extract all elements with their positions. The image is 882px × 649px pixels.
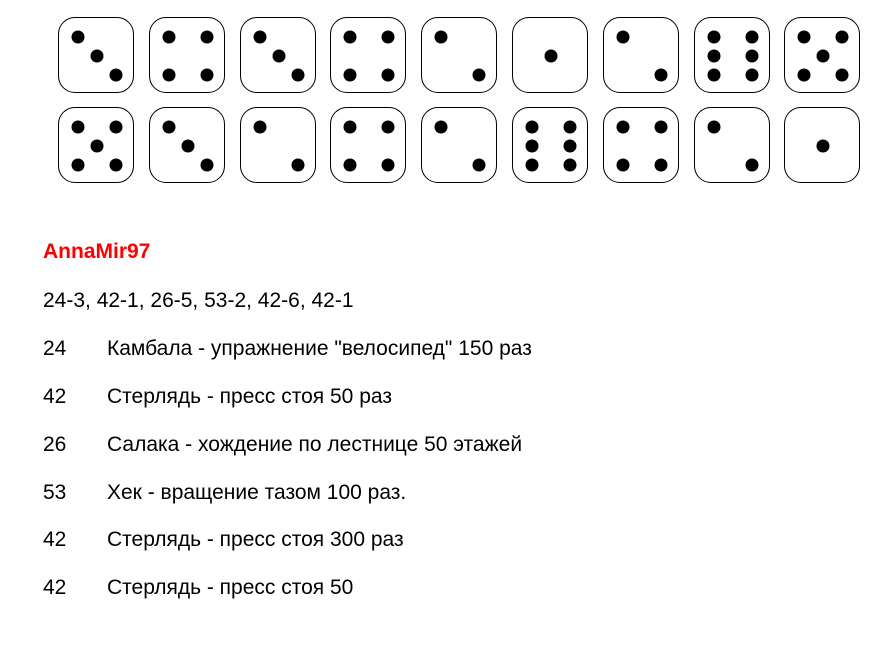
assignment-number: 24 (43, 337, 67, 360)
die-pip (72, 31, 85, 44)
die-face-6 (512, 107, 588, 183)
assignment-text: Стерлядь - пресс стоя 50 (107, 576, 354, 599)
die-pip (564, 159, 577, 172)
die-pip (344, 159, 357, 172)
die-pip (272, 50, 285, 63)
die-face-4 (330, 17, 406, 93)
die-pip (200, 31, 213, 44)
die-pip (707, 31, 720, 44)
die-pip (707, 69, 720, 82)
die-pip (291, 69, 304, 82)
die-pip (564, 140, 577, 153)
die-face-3 (240, 17, 316, 93)
assignment-text: Хек - вращение тазом 100 раз. (107, 481, 407, 504)
assignment-number: 42 (43, 385, 67, 408)
die-face-2 (421, 17, 497, 93)
die-pip (745, 31, 758, 44)
die-pip (72, 121, 85, 134)
assignment-number: 53 (43, 481, 67, 504)
die-pip (545, 50, 558, 63)
assignment-text: Стерлядь - пресс стоя 300 раз (107, 528, 404, 551)
die-face-2 (694, 107, 770, 183)
die-face-3 (58, 17, 134, 93)
assignment-number: 26 (43, 433, 67, 456)
rolls-summary: 24-3, 42-1, 26-5, 53-2, 42-6, 42-1 (43, 289, 354, 312)
die-pip (707, 121, 720, 134)
die-face-4 (603, 107, 679, 183)
die-pip (836, 31, 849, 44)
die-pip (382, 31, 395, 44)
die-pip (181, 140, 194, 153)
die-pip (162, 121, 175, 134)
assignment-number: 42 (43, 576, 67, 599)
die-pip (110, 159, 123, 172)
die-face-4 (149, 17, 225, 93)
die-pip (435, 121, 448, 134)
die-pip (344, 121, 357, 134)
die-face-1 (512, 17, 588, 93)
die-pip (200, 159, 213, 172)
die-pip (526, 140, 539, 153)
author-name: AnnaMir97 (43, 240, 151, 263)
die-pip (745, 159, 758, 172)
die-pip (707, 50, 720, 63)
die-pip (72, 159, 85, 172)
die-pip (291, 159, 304, 172)
die-pip (162, 69, 175, 82)
die-face-3 (149, 107, 225, 183)
die-face-5 (58, 107, 134, 183)
die-face-2 (421, 107, 497, 183)
assignment-number: 42 (43, 528, 67, 551)
die-pip (745, 50, 758, 63)
die-pip (382, 159, 395, 172)
die-pip (526, 121, 539, 134)
die-pip (473, 159, 486, 172)
die-pip (654, 159, 667, 172)
die-pip (382, 121, 395, 134)
die-pip (382, 69, 395, 82)
die-pip (616, 159, 629, 172)
die-pip (745, 69, 758, 82)
die-pip (200, 69, 213, 82)
die-pip (817, 50, 830, 63)
die-pip (616, 121, 629, 134)
die-pip (654, 69, 667, 82)
die-face-2 (240, 107, 316, 183)
die-pip (344, 31, 357, 44)
die-face-2 (603, 17, 679, 93)
die-face-5 (784, 17, 860, 93)
die-face-4 (330, 107, 406, 183)
assignment-text: Стерлядь - пресс стоя 50 раз (107, 385, 392, 408)
die-pip (817, 140, 830, 153)
die-pip (91, 50, 104, 63)
assignment-text: Камбала - упражнение "велосипед" 150 раз (107, 337, 532, 360)
die-pip (798, 31, 811, 44)
die-pip (110, 121, 123, 134)
die-face-1 (784, 107, 860, 183)
die-pip (798, 69, 811, 82)
die-pip (616, 31, 629, 44)
die-pip (564, 121, 577, 134)
dice-grid (0, 0, 882, 200)
die-pip (435, 31, 448, 44)
die-pip (836, 69, 849, 82)
die-pip (344, 69, 357, 82)
assignment-text: Салака - хождение по лестнице 50 этажей (107, 433, 523, 456)
die-face-6 (694, 17, 770, 93)
die-pip (110, 69, 123, 82)
die-pip (91, 140, 104, 153)
die-pip (654, 121, 667, 134)
die-pip (526, 159, 539, 172)
die-pip (253, 31, 266, 44)
die-pip (253, 121, 266, 134)
die-pip (162, 31, 175, 44)
die-pip (473, 69, 486, 82)
